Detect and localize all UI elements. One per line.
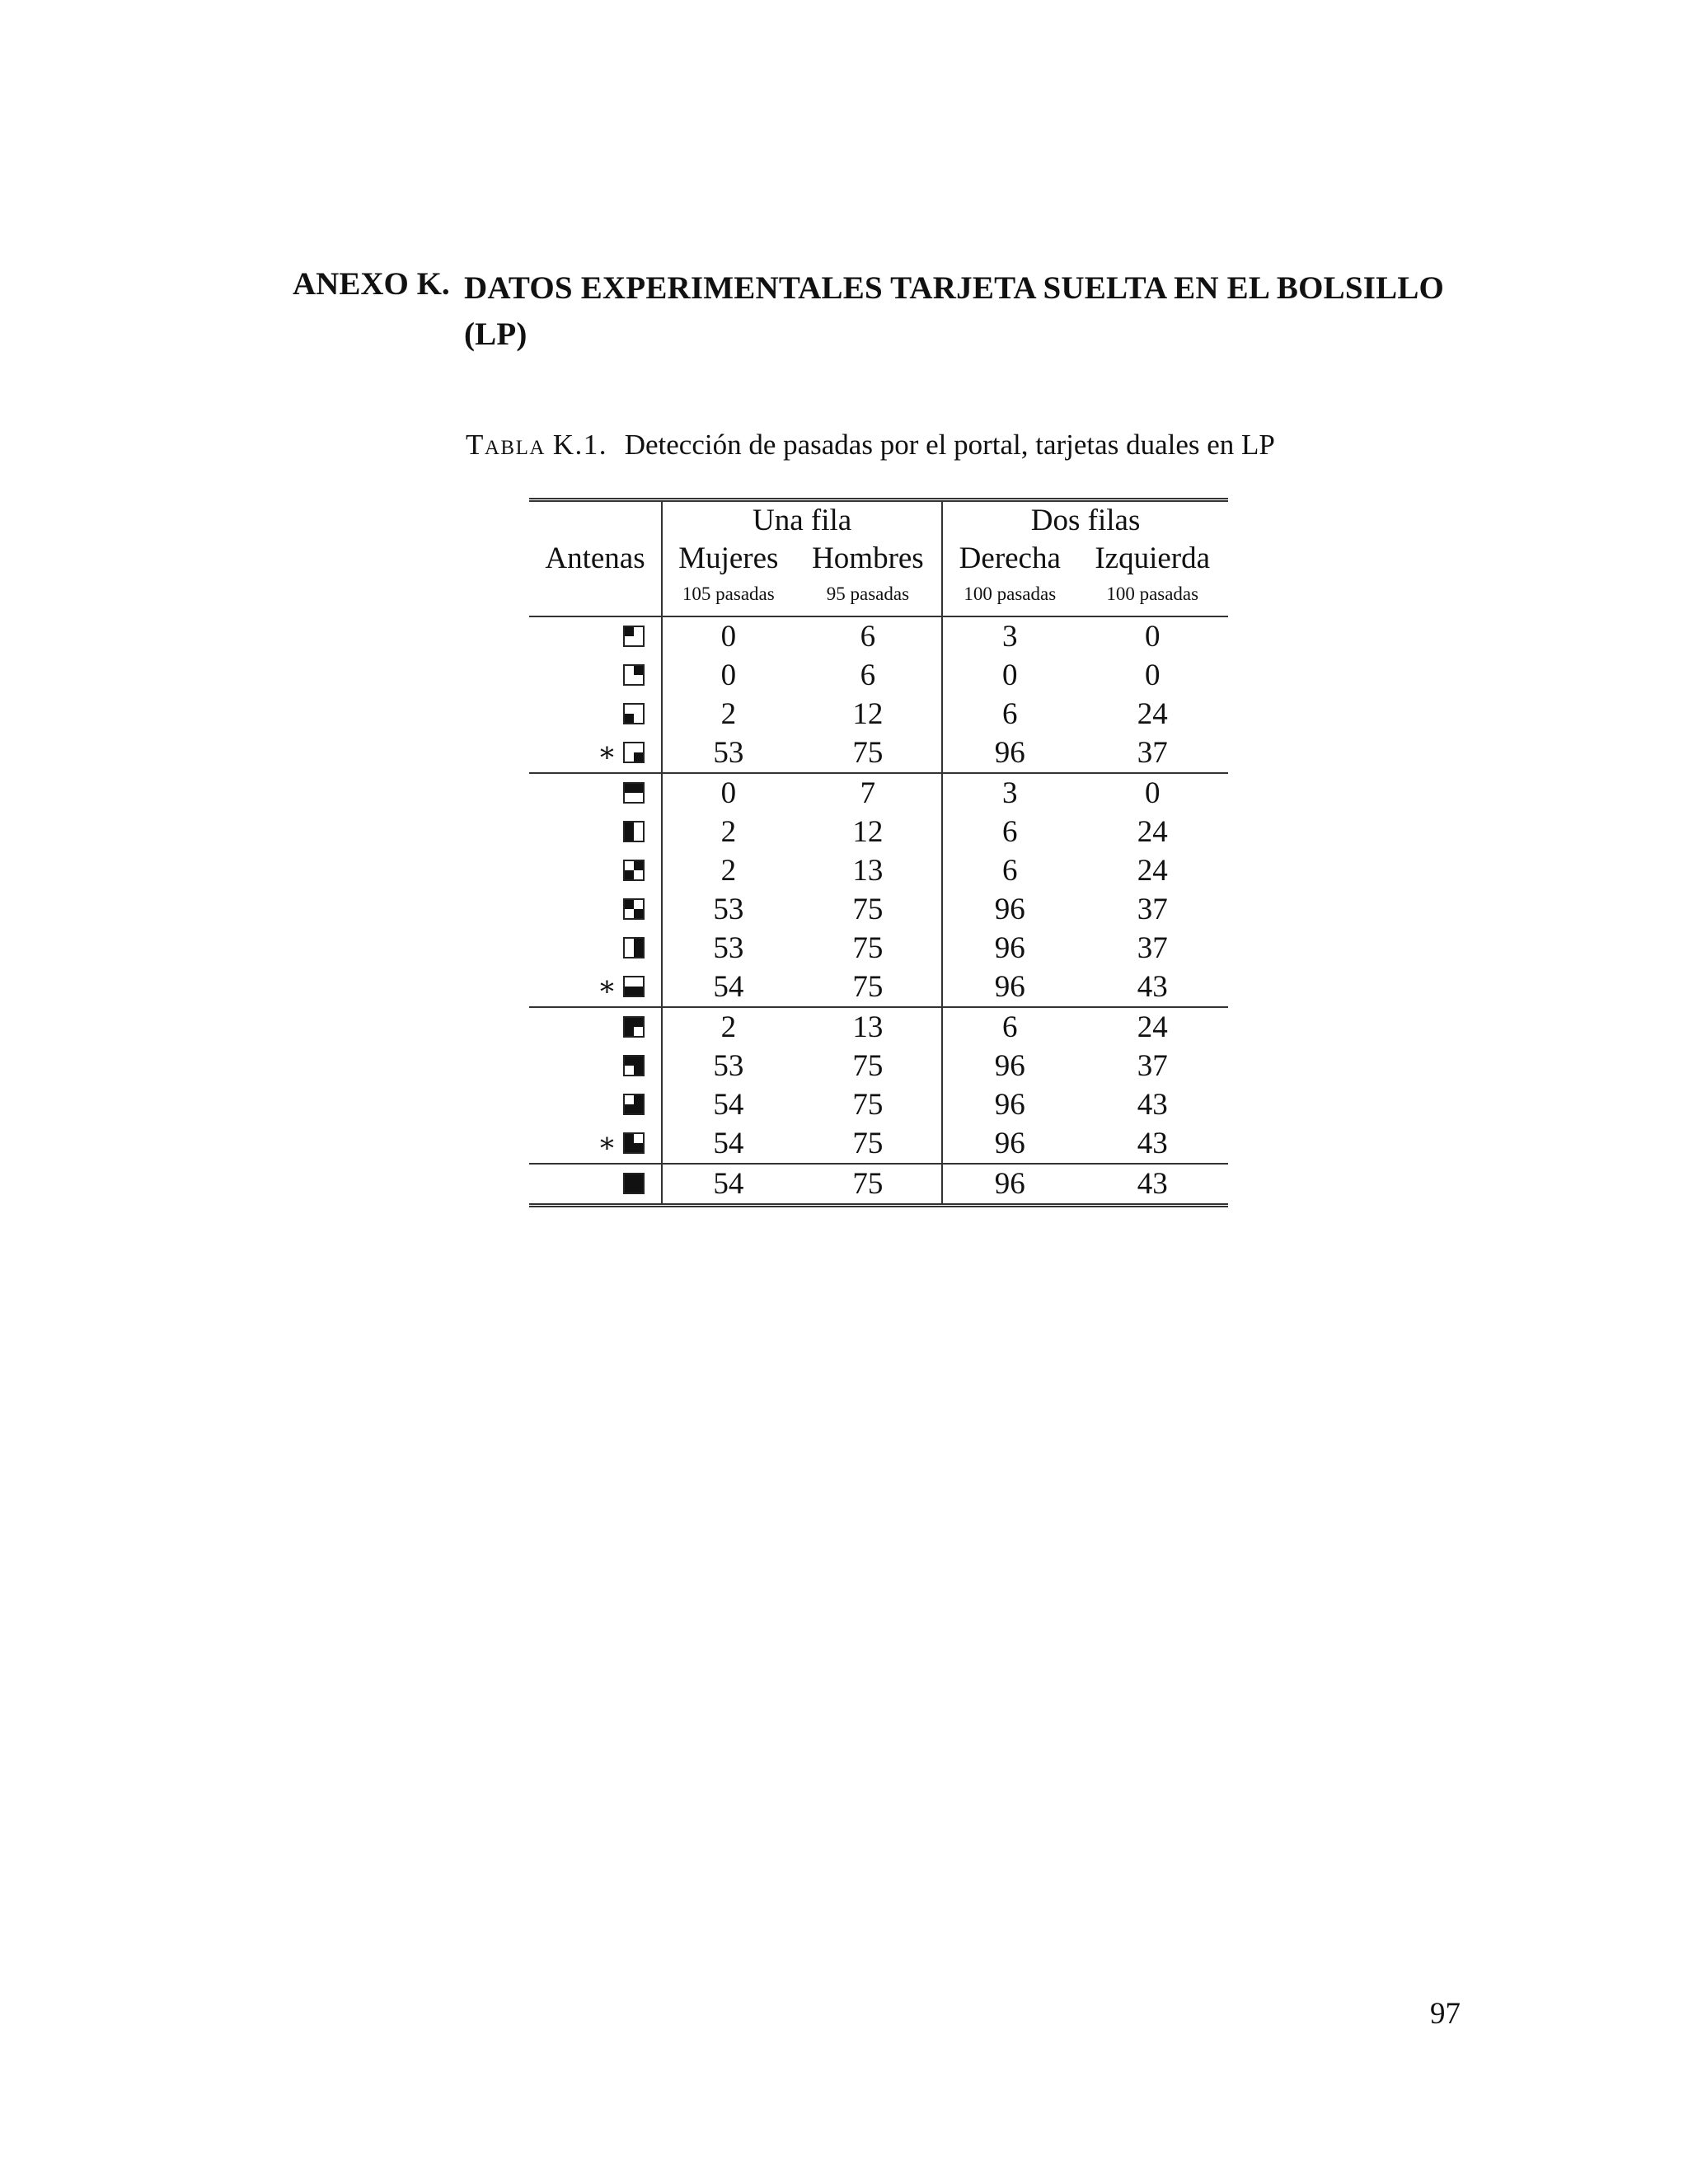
cell-derecha: 96: [942, 1164, 1076, 1206]
cell-derecha: 3: [942, 773, 1076, 813]
cell-mujeres: 54: [662, 1164, 795, 1206]
antenna-q24-icon: [623, 937, 645, 958]
table-row: [529, 1047, 1228, 1085]
cell-izquierda: 37: [1137, 892, 1168, 926]
antenna-q4-icon: [623, 742, 645, 763]
antenna-q34-icon: [623, 976, 645, 997]
page-number: 97: [1430, 1997, 1461, 2031]
cell-hombres: 75: [795, 1047, 943, 1085]
table-row: [529, 695, 1228, 733]
antenna-cell: [529, 1164, 662, 1206]
cell-mujeres: 2: [720, 696, 737, 731]
cell-izquierda: 43: [1137, 1126, 1168, 1160]
cell-derecha: 96: [994, 1087, 1025, 1122]
antenna-q12-icon: [623, 782, 645, 804]
selected-marker: ∗: [597, 738, 617, 768]
cell-mujeres: 54: [713, 1126, 744, 1160]
antenna-cell: [529, 1085, 662, 1124]
empty-header-cell: [529, 500, 662, 541]
appendix-label: ANEXO K.: [293, 266, 450, 302]
caption-label: Tabla: [466, 429, 546, 461]
cell-mujeres: 54: [713, 969, 744, 1004]
cell-derecha: 96: [994, 930, 1025, 965]
subheader-izquierda: 100 pasadas: [1106, 583, 1199, 604]
antenna-q234-icon: [623, 1094, 645, 1115]
cell-izquierda: 24: [1137, 814, 1168, 849]
antenna-cell: [529, 929, 662, 968]
cell-hombres: 12: [795, 813, 943, 851]
cell-hombres: 13: [795, 851, 943, 890]
table-row: [529, 1085, 1228, 1124]
cell-hombres: 75: [795, 733, 943, 773]
caption-number: K.1.: [552, 429, 607, 461]
cell-hombres: 75: [795, 1085, 943, 1124]
subheader-hombres: 95 pasadas: [795, 578, 943, 616]
cell-izquierda: 43: [1137, 1087, 1168, 1122]
antenna-cell: [529, 890, 662, 929]
cell-izquierda: 0: [1076, 616, 1228, 656]
antenna-cell: [529, 1124, 662, 1164]
cell-mujeres: 2: [662, 1007, 795, 1047]
cell-hombres: 6: [795, 616, 943, 656]
cell-derecha: 6: [1002, 696, 1018, 731]
cell-hombres: 6: [795, 656, 943, 695]
table-row: [529, 733, 1228, 773]
table-row: [529, 1124, 1228, 1164]
cell-izquierda: 43: [1076, 1164, 1228, 1206]
cell-mujeres: 0: [720, 658, 737, 692]
column-header-hombres: Hombres: [795, 540, 943, 578]
cell-izquierda: 24: [1137, 696, 1168, 731]
cell-hombres: 75: [795, 929, 943, 968]
antenna-cell: [529, 616, 662, 656]
column-header-derecha: Derecha: [959, 541, 1061, 575]
cell-izquierda: 0: [1144, 658, 1160, 692]
column-header-antenas: Antenas: [529, 540, 662, 578]
cell-izquierda: 24: [1076, 1007, 1228, 1047]
empty-subheader-cell: [529, 578, 662, 616]
table-row: [529, 1007, 1228, 1047]
cell-derecha: 6: [1002, 814, 1018, 849]
table-row: [529, 773, 1228, 813]
cell-hombres: 12: [795, 695, 943, 733]
cell-izquierda: 0: [1076, 773, 1228, 813]
table-row: [529, 890, 1228, 929]
subheader-row: [529, 578, 1228, 616]
cell-mujeres: 2: [720, 814, 737, 849]
subheader-mujeres: 105 pasadas: [682, 583, 775, 604]
antenna-cell: [529, 1007, 662, 1047]
cell-hombres: 75: [795, 968, 943, 1007]
cell-derecha: 96: [994, 1126, 1025, 1160]
cell-izquierda: 37: [1137, 1048, 1168, 1083]
cell-mujeres: 0: [662, 616, 795, 656]
table-row: [529, 616, 1228, 656]
cell-derecha: 96: [994, 735, 1025, 770]
antenna-cell: [529, 695, 662, 733]
group-header-dos-filas: Dos filas: [1030, 504, 1141, 537]
antenna-q23-icon: [623, 860, 645, 881]
cell-derecha: 6: [942, 1007, 1076, 1047]
antenna-q123-icon: [623, 1016, 645, 1038]
cell-mujeres: 53: [713, 892, 744, 926]
caption-text: Detección de pasadas por el portal, tarjetas duales en LP: [624, 429, 1275, 461]
table-row: [529, 1164, 1228, 1206]
antenna-cell: [529, 813, 662, 851]
antenna-cell: [529, 851, 662, 890]
cell-izquierda: 43: [1137, 969, 1168, 1004]
table-row: [529, 851, 1228, 890]
results-table: [529, 498, 1228, 1207]
cell-hombres: 13: [795, 1007, 943, 1047]
cell-mujeres: 54: [713, 1087, 744, 1122]
cell-derecha: 6: [1002, 853, 1018, 888]
antenna-cell: [529, 968, 662, 1007]
antenna-q13-icon: [623, 821, 645, 842]
cell-hombres: 75: [795, 1164, 943, 1206]
cell-derecha: 3: [942, 616, 1076, 656]
cell-derecha: 96: [994, 892, 1025, 926]
antenna-cell: [529, 733, 662, 773]
group-header-una-fila: Una fila: [662, 500, 942, 541]
cell-izquierda: 37: [1137, 735, 1168, 770]
subheader-derecha: 100 pasadas: [964, 583, 1057, 604]
cell-mujeres: 0: [662, 773, 795, 813]
antenna-q124-icon: [623, 1055, 645, 1076]
table-row: [529, 968, 1228, 1007]
cell-mujeres: 53: [713, 930, 744, 965]
antenna-q2-icon: [623, 664, 645, 686]
table-row: [529, 656, 1228, 695]
antenna-cell: [529, 773, 662, 813]
cell-derecha: 96: [994, 969, 1025, 1004]
antenna-q134-icon: [623, 1132, 645, 1154]
group-header-row: [529, 500, 1228, 541]
column-header-row: [529, 540, 1228, 578]
antenna-q14-icon: [623, 898, 645, 920]
cell-mujeres: 53: [713, 1048, 744, 1083]
table-caption: [466, 429, 1275, 462]
cell-mujeres: 2: [720, 853, 737, 888]
column-header-izquierda: Izquierda: [1095, 541, 1211, 575]
antenna-q3-icon: [623, 703, 645, 724]
selected-marker: ∗: [597, 1128, 617, 1159]
cell-izquierda: 37: [1137, 930, 1168, 965]
column-header-mujeres: Mujeres: [678, 541, 779, 575]
cell-hombres: 75: [795, 1124, 943, 1164]
cell-hombres: 7: [795, 773, 943, 813]
table-row: [529, 929, 1228, 968]
table-row: [529, 813, 1228, 851]
appendix-title: DATOS EXPERIMENTALES TARJETA SUELTA EN EL BOLSILLO (LP): [464, 270, 1445, 352]
cell-mujeres: 53: [713, 735, 744, 770]
antenna-q1234-icon: [623, 1173, 645, 1194]
cell-derecha: 96: [994, 1048, 1025, 1083]
cell-hombres: 75: [795, 890, 943, 929]
antenna-q1-icon: [623, 626, 645, 647]
antenna-cell: [529, 656, 662, 695]
cell-izquierda: 24: [1137, 853, 1168, 888]
selected-marker: ∗: [597, 972, 617, 1002]
cell-derecha: 0: [1002, 658, 1018, 692]
antenna-cell: [529, 1047, 662, 1085]
